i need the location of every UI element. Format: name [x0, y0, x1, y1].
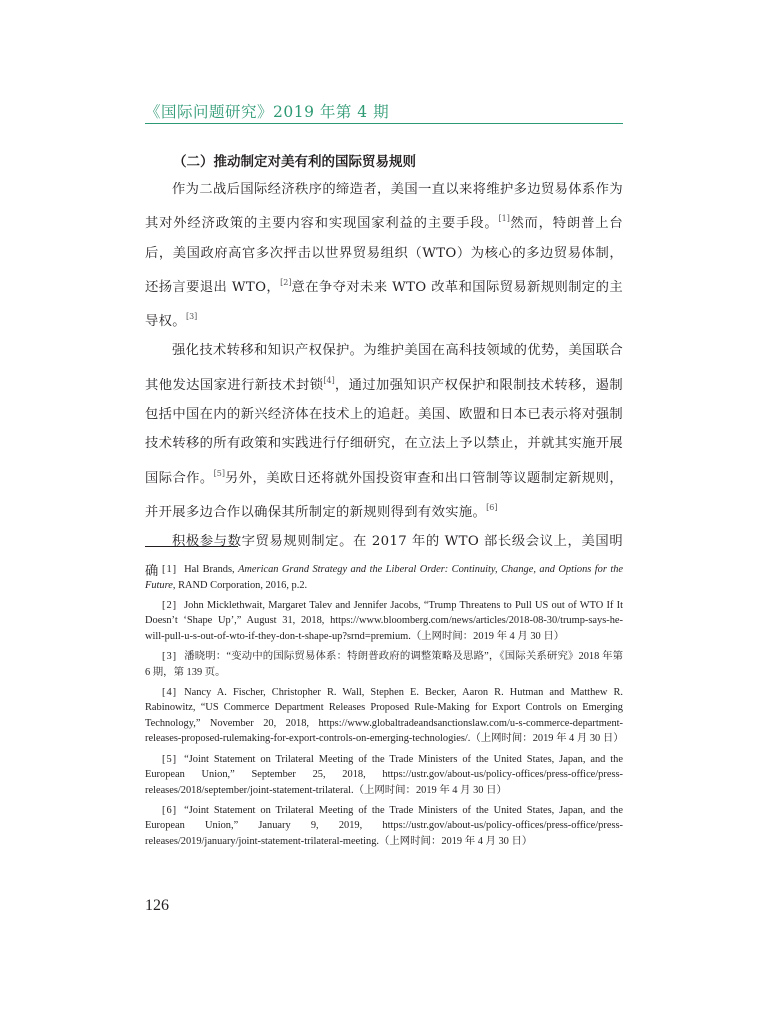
paragraph-2	[145, 336, 623, 527]
footnote-6-number: [6]	[162, 804, 178, 816]
paragraph-2-text-b: ，通过加强知识产权保护和限制技术转移，遏制包括中国在内的新兴经济体在技术上的追赶。美国、欧盟和日本已表示将对强制技术转移的所有政策和实践进行仔细研究，在立法上予以禁止，并就其实施开展国际合作。	[145, 377, 623, 486]
footnote-4	[145, 685, 623, 747]
footnote-4-text: Nancy A. Fischer, Christopher R. Wall, Stephen E. Becker, Aaron R. Hutman and Matthew R. Rabinowitz, “US Commerce Department Releases Proposed Rule-Making for Export Controls on Emerging Technology,” November 20, 2018, https://www.globaltradeandsanctionslaw.com/u-s-commerce-department-releases-proposed-rulemaking-for-export-controls-on-emerging-technologies/.（上网时间：2019 年 4 月 30 日）	[145, 686, 624, 745]
citation-1: [1]	[498, 214, 510, 224]
footnote-5	[145, 752, 623, 799]
paragraph-3-text-a: 积极参与数字贸易规则制定。在 2017 年的 WTO 部长级会议上，美国明确	[145, 534, 623, 579]
running-header: 《国际问题研究》2019 年第 4 期	[145, 103, 390, 121]
footnote-2-text: John Micklethwait, Margaret Talev and Jennifer Jacobs, “Trump Threatens to Pull US out of WTO If It Doesn’t ‘Shape Up’,” August 31, 2018, https://www.bloomberg.com/news/articles/2018-08-30/trump-says-he-will-pull-u-s-out-of-wto-if-they-don-t-shape-up?srnd=premium.（上网时间：2019 年 4 月 30 日）	[145, 599, 623, 642]
paragraph-2-text-a: 强化技术转移和知识产权保护。为维护美国在高科技领域的优势，美国联合其他发达国家进行新技术封锁	[145, 343, 623, 393]
footnote-5-text: “Joint Statement on Trilateral Meeting of the Trade Ministers of the United States, Japan, and the European Union,” September 25, 2018, https://ustr.gov/about-us/policy-offices/press-office/press-releases/2018/september/joint-statement-trilateral.（上网时间：2019 年 4 月 30 日）	[145, 753, 623, 796]
footnote-5-number: [5]	[162, 753, 178, 765]
citation-2: [2]	[280, 277, 292, 287]
footnote-6	[145, 803, 623, 850]
header-divider	[145, 123, 623, 124]
citation-3: [3]	[185, 312, 198, 322]
footnote-1-author: Hal Brands,	[184, 564, 239, 575]
citation-6: [6]	[486, 502, 498, 512]
paragraph-1-text-a: 作为二战后国际经济秩序的缔造者，美国一直以来将维护多边贸易体系作为其对外经济政策的主要内容和实现国家利益的主要手段。	[145, 182, 623, 232]
body-text	[145, 175, 623, 586]
footnote-1	[145, 562, 623, 593]
footnote-3-text: 潘晓明：“变动中的国际贸易体系：特朗普政府的调整策略及思路”，《国际关系研究》2018 年第 6 期，第 139 页。	[145, 650, 623, 678]
paragraph-1	[145, 175, 623, 336]
footnote-2	[145, 598, 623, 645]
footnote-6-text: “Joint Statement on Trilateral Meeting of the Trade Ministers of the United States, Japan, and the European Union,” January 9, 2019, https://ustr.gov/about-us/policy-offices/press-office/press-releases/2019/january/joint-statement-trilateral-meeting.（上网时间：2019 年 4 月 30 日）	[145, 804, 623, 847]
footnote-1-number: [1]	[162, 564, 178, 575]
footnote-3-number: [3]	[162, 650, 178, 662]
footnote-1-book-title: American Grand Strategy and the Liberal Order: Continuity, Change, and Options for the Future	[145, 564, 624, 591]
footnote-3	[145, 649, 623, 680]
footnote-divider	[145, 546, 238, 547]
citation-4: [4]	[323, 375, 335, 385]
footnotes	[145, 562, 623, 854]
paragraph-1-text-c: 意在争夺对未来 WTO 改革和国际贸易新规则制定的主导权。	[145, 279, 623, 330]
section-heading: （二）推动制定对美有利的国际贸易规则	[173, 154, 416, 170]
citation-5: [5]	[213, 468, 225, 478]
footnote-2-number: [2]	[162, 599, 178, 611]
page-number: 126	[145, 897, 169, 914]
paragraph-1-text-b: 然而，特朗普上台后，美国政府高官多次抨击以世界贸易组织（WTO）为核心的多边贸易体制，还扬言要退出 WTO，	[145, 216, 624, 295]
footnote-1-publisher: , RAND Corporation, 2016, p.2.	[172, 579, 308, 591]
paragraph-2-text-c: 另外，美欧日还将就外国投资审查和出口管制等议题制定新规则，并开展多边合作以确保其所制定的新规则得到有效实施。	[145, 470, 623, 520]
footnote-4-number: [4]	[162, 686, 178, 698]
